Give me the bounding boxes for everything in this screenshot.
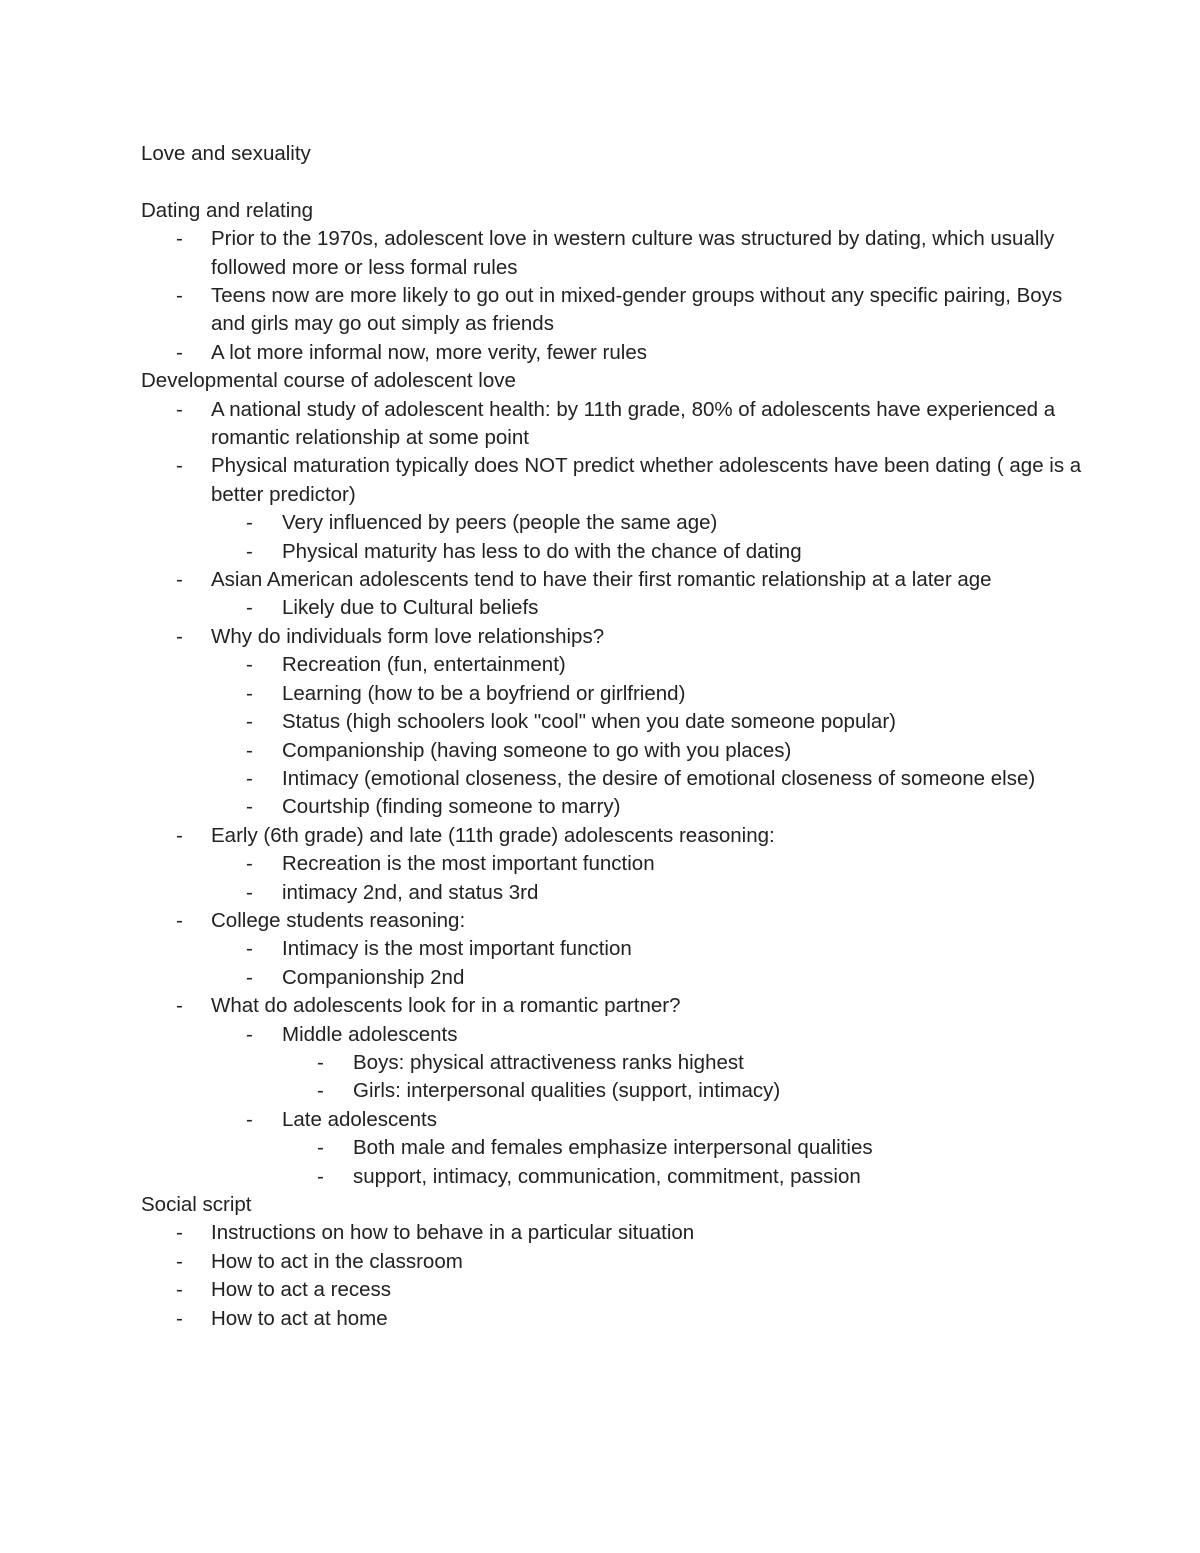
list-item <box>141 1305 1101 1333</box>
list-item-text: How to act at home <box>211 1306 388 1330</box>
dash-bullet: - <box>176 624 183 648</box>
list-item <box>211 879 1101 907</box>
list-item-text: A lot more informal now, more verity, fewer rules <box>211 340 647 364</box>
list-item-text: Very influenced by peers (people the same age) <box>282 511 718 535</box>
list-item <box>211 765 1101 793</box>
dash-bullet: - <box>317 1164 324 1188</box>
section-heading: Developmental course of adolescent love <box>141 369 516 393</box>
dash-bullet: - <box>176 1278 183 1302</box>
dash-bullet: - <box>176 1306 183 1330</box>
list-item <box>141 566 1101 623</box>
list-item <box>211 1021 1101 1106</box>
list-item <box>141 282 1101 339</box>
list-item-text: Intimacy (emotional closeness, the desire of emotional closeness of someone else) <box>282 766 1036 790</box>
dash-bullet: - <box>176 568 183 592</box>
list-item <box>211 509 1101 537</box>
list-item-text: Likely due to Cultural beliefs <box>282 596 539 620</box>
bullet-list-level-1 <box>141 396 1101 1191</box>
list-item <box>141 992 1101 1191</box>
list-item <box>211 737 1101 765</box>
dash-bullet: - <box>317 1136 324 1160</box>
list-item-text: Courtship (finding someone to marry) <box>282 795 621 819</box>
list-item-text: Asian American adolescents tend to have their first romantic relationship at a later age <box>211 568 992 592</box>
dash-bullet: - <box>176 340 183 364</box>
list-item-text: Prior to the 1970s, adolescent love in western culture was structured by dating, which usually followed more or less formal rules <box>211 227 1055 279</box>
dash-bullet: - <box>176 908 183 932</box>
dash-bullet: - <box>246 1022 253 1046</box>
list-item-text: What do adolescents look for in a romantic partner? <box>211 994 681 1018</box>
list-item <box>141 396 1101 453</box>
list-item <box>141 623 1101 822</box>
list-item <box>282 1134 1101 1162</box>
list-item <box>211 594 1101 622</box>
list-item <box>141 822 1101 907</box>
list-item-text: Girls: interpersonal qualities (support, intimacy) <box>353 1079 781 1103</box>
list-item <box>211 935 1101 963</box>
list-item-text: College students reasoning: <box>211 908 466 932</box>
bullet-list-level-2 <box>211 935 1101 992</box>
section-heading: Dating and relating <box>141 198 314 222</box>
dash-bullet: - <box>246 795 253 819</box>
dash-bullet: - <box>246 937 253 961</box>
sections-container <box>141 197 1101 1333</box>
list-item-text: Recreation is the most important function <box>282 852 655 876</box>
list-item-text: Boys: physical attractiveness ranks highest <box>353 1050 744 1074</box>
section-heading: Social script <box>141 1193 252 1217</box>
list-item-text: Both male and females emphasize interpersonal qualities <box>353 1136 873 1160</box>
list-item <box>211 1106 1101 1191</box>
dash-bullet: - <box>176 1249 183 1273</box>
bullet-list-level-3 <box>282 1134 1101 1191</box>
list-item-text: Teens now are more likely to go out in mixed-gender groups without any specific pairing, Boys and girls may go out simply as friends <box>211 284 1063 336</box>
list-item-text: Why do individuals form love relationships? <box>211 624 605 648</box>
list-item <box>282 1077 1101 1105</box>
dash-bullet: - <box>317 1050 324 1074</box>
document-title: Love and sexuality <box>141 142 311 165</box>
list-item-text: Late adolescents <box>282 1107 438 1131</box>
list-item <box>211 793 1101 821</box>
list-item <box>211 708 1101 736</box>
list-item <box>141 452 1101 566</box>
dash-bullet: - <box>246 539 253 563</box>
list-item <box>141 1248 1101 1276</box>
list-item-text: Companionship (having someone to go with you places) <box>282 738 792 762</box>
list-item-text: Instructions on how to behave in a particular situation <box>211 1221 695 1245</box>
section <box>141 197 1101 367</box>
list-item <box>141 1219 1101 1247</box>
list-item <box>141 339 1101 367</box>
bullet-list-level-2 <box>211 850 1101 907</box>
dash-bullet: - <box>246 852 253 876</box>
list-item-text: A national study of adolescent health: by 11th grade, 80% of adolescents have experienced a romantic relationship at some point <box>211 397 1056 450</box>
bullet-list-level-2 <box>211 509 1101 566</box>
dash-bullet: - <box>246 710 253 734</box>
dash-bullet: - <box>317 1079 324 1103</box>
list-item <box>211 538 1101 566</box>
bullet-list-level-1 <box>141 1219 1101 1333</box>
dash-bullet: - <box>176 227 183 251</box>
dash-bullet: - <box>176 994 183 1018</box>
dash-bullet: - <box>176 397 183 421</box>
dash-bullet: - <box>246 596 253 620</box>
list-item-text: How to act in the classroom <box>211 1249 463 1273</box>
list-item-text: Early (6th grade) and late (11th grade) adolescents reasoning: <box>211 823 775 847</box>
list-item-text: Learning (how to be a boyfriend or girlfriend) <box>282 681 686 705</box>
dash-bullet: - <box>246 738 253 762</box>
list-item-text: Physical maturation typically does NOT predict whether adolescents have been dating ( age is a better predictor) <box>211 454 1082 506</box>
list-item-text: support, intimacy, communication, commitment, passion <box>353 1164 861 1188</box>
list-item <box>141 907 1101 992</box>
dash-bullet: - <box>246 1107 253 1131</box>
dash-bullet: - <box>176 284 183 308</box>
list-item-text: Intimacy is the most important function <box>282 937 632 961</box>
document-body <box>141 140 1101 1333</box>
list-item-text: intimacy 2nd, and status 3rd <box>282 880 539 904</box>
dash-bullet: - <box>246 965 253 989</box>
dash-bullet: - <box>176 454 183 478</box>
list-item-text: Physical maturity has less to do with the chance of dating <box>282 539 802 563</box>
blank-line <box>141 168 1101 196</box>
list-item <box>141 1276 1101 1304</box>
list-item-text: Companionship 2nd <box>282 965 465 989</box>
list-item <box>211 850 1101 878</box>
dash-bullet: - <box>246 511 253 535</box>
dash-bullet: - <box>246 681 253 705</box>
list-item <box>141 225 1101 282</box>
list-item <box>282 1163 1101 1191</box>
list-item <box>211 680 1101 708</box>
bullet-list-level-3 <box>282 1049 1101 1106</box>
bullet-list-level-2 <box>211 651 1101 821</box>
list-item-text: How to act a recess <box>211 1278 392 1302</box>
section <box>141 1191 1101 1333</box>
list-item <box>211 964 1101 992</box>
dash-bullet: - <box>246 653 253 677</box>
dash-bullet: - <box>176 1221 183 1245</box>
list-item <box>282 1049 1101 1077</box>
list-item-text: Middle adolescents <box>282 1022 458 1046</box>
bullet-list-level-1 <box>141 225 1101 367</box>
list-item <box>211 651 1101 679</box>
section <box>141 367 1101 1191</box>
bullet-list-level-2 <box>211 1021 1101 1191</box>
list-item-text: Status (high schoolers look "cool" when you date someone popular) <box>282 710 896 734</box>
dash-bullet: - <box>176 823 183 847</box>
dash-bullet: - <box>246 766 253 790</box>
bullet-list-level-2 <box>211 594 1101 622</box>
dash-bullet: - <box>246 880 253 904</box>
list-item-text: Recreation (fun, entertainment) <box>282 653 566 677</box>
